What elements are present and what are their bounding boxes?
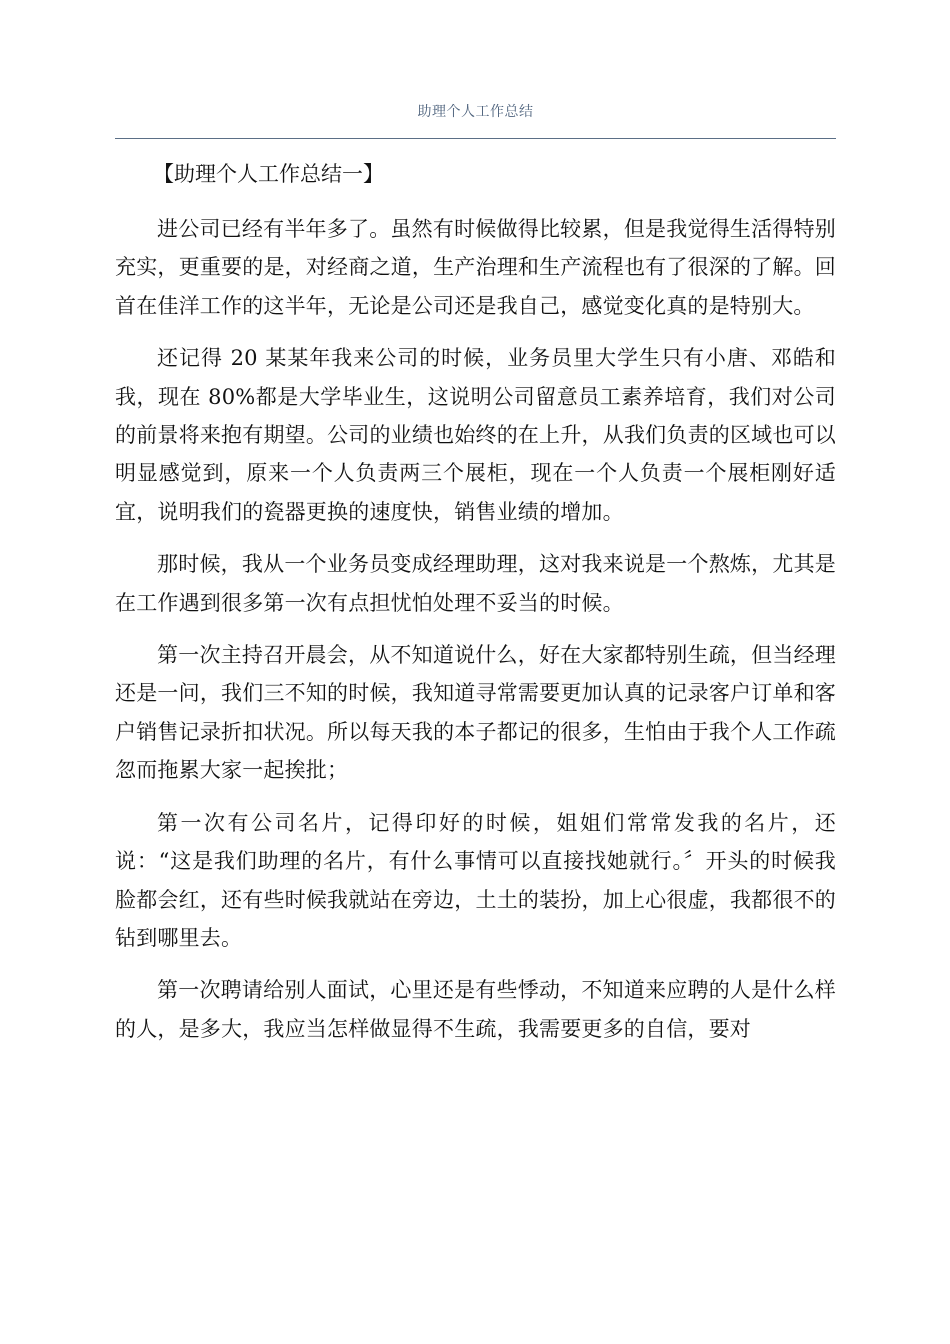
paragraph-5: 第一次有公司名片，记得印好的时候，姐姐们常常发我的名片，还说：“这是我们助理的名片，有什么事情可以直接找她就行。〞开头的时候我脸都会红，还有些时候我就站在旁边，土土的装扮，加上心很虚，我都很不的钻到哪里去。 bbox=[115, 810, 836, 950]
paragraph-2: 还记得 20 某某年我来公司的时候，业务员里大学生只有小唐、邓皓和我，现在 80%都是大学毕业生，这说明公司留意员工素养培育，我们对公司的前景将来抱有期望。公司的业绩也始终的在上升，从我们负责的区域也可以明显感觉到，原来一个人负责两三个展柜，现在一个人负责一个展柜刚好适宜，说明我们的瓷器更换的速度快，销售业绩的增加。 bbox=[115, 346, 836, 524]
paragraph-3: 那时候，我从一个业务员变成经理助理，这对我来说是一个熬炼，尤其是在工作遇到很多第一次有点担忧怕处理不妥当的时候。 bbox=[115, 552, 836, 615]
paragraph-1: 进公司已经有半年多了。虽然有时候做得比较累，但是我觉得生活得特别充实，更重要的是，对经商之道，生产治理和生产流程也有了很深的了解。回首在佳洋工作的这半年，无论是公司还是我自己，感觉变化真的是特别大。 bbox=[115, 217, 836, 318]
page-header-title: 助理个人工作总结 bbox=[417, 104, 534, 120]
paragraph-6: 第一次聘请给别人面试，心里还是有些悸动，不知道来应聘的人是什么样的人，是多大，我应当怎样做显得不生疏，我需要更多的自信，要对 bbox=[115, 978, 836, 1041]
header-divider bbox=[115, 138, 836, 139]
section-heading: 【助理个人工作总结一】 bbox=[153, 162, 384, 186]
paragraph-4: 第一次主持召开晨会，从不知道说什么，好在大家都特别生疏，但当经理还是一问，我们三不知的时候，我知道寻常需要更加认真的记录客户订单和客户销售记录折扣状况。所以每天我的本子都记的很多，生怕由于我个人工作疏忽而拖累大家一起挨批； bbox=[115, 643, 836, 783]
document-body bbox=[115, 152, 836, 1048]
